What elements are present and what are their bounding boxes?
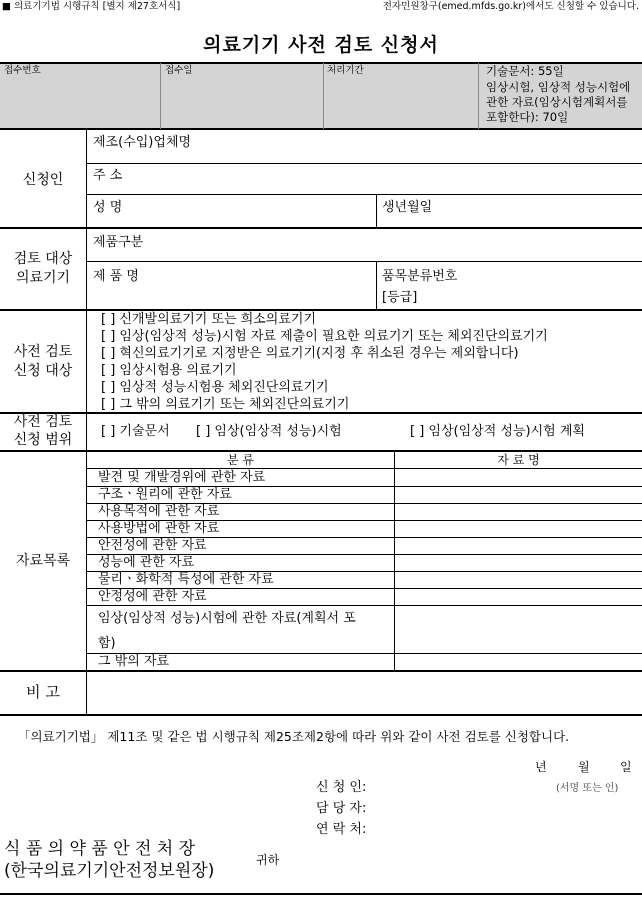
phone-field[interactable]	[380, 819, 620, 839]
law-reference: ■ 의료기기법 시행규칙 [별지 제27호서식]	[2, 1, 181, 12]
applicant-sign-field[interactable]	[380, 777, 550, 797]
day-label: 일	[620, 760, 632, 774]
documents-section-label: 자료목록	[15, 553, 71, 569]
product-name-field[interactable]	[87, 262, 375, 309]
company-name-field[interactable]	[87, 130, 642, 163]
classification-number-label: 품목분류번호	[382, 269, 458, 284]
birth-date-field[interactable]	[377, 195, 642, 227]
device-section-label-line2: 의료기기	[15, 270, 71, 286]
review-scope-label-line1: 사전 검토	[13, 414, 73, 430]
doc-row-structure: 구조ㆍ원리에 관한 자료	[98, 487, 232, 502]
target-option-clinical-trial[interactable]: [ ] 임상시험용 의료기기	[101, 363, 237, 378]
period-tech-doc: 기술문서: 55일	[486, 64, 564, 78]
product-category-field[interactable]	[87, 229, 642, 261]
period-clinical-3: 포함한다): 70일	[486, 110, 569, 124]
doc-row-other: 그 밖의 자료	[98, 654, 170, 669]
target-option-other[interactable]: [ ] 그 밖의 의료기기 또는 체외진단의료기기	[101, 397, 350, 412]
review-target-section-label	[0, 343, 86, 381]
scope-option-clinical[interactable]: [ ] 임상(임상적 성능)시험	[196, 424, 342, 439]
review-scope-section-label	[0, 413, 86, 449]
company-name-label: 제조(수입)업체명	[93, 135, 192, 150]
remarks-label: 비 고	[26, 683, 60, 701]
online-note: 전자민원창구(emed.mfds.go.kr)에서도 신청할 수 있습니다.	[382, 1, 639, 12]
grade-label: [등급]	[382, 290, 418, 305]
target-option-clinical-required[interactable]: [ ] 임상(임상적 성능)시험 자료 제출이 필요한 의료기기 또는 체외진단의료기기	[101, 329, 548, 344]
name-label: 성 명	[93, 200, 123, 215]
device-section-label	[0, 250, 86, 288]
review-target-label-line2: 신청 대상	[13, 363, 73, 379]
contact-person-field[interactable]	[380, 798, 620, 818]
doc-row-safety: 안전성에 관한 자료	[98, 538, 207, 553]
declaration-text: 「의료기기법」 제11조 및 같은 법 시행규칙 제25조제2항에 따라 위와 같이 사전 검토를 신청합니다.	[18, 729, 570, 744]
name-field[interactable]	[87, 195, 375, 227]
category-column-header: 분 류	[227, 453, 254, 467]
target-option-ivd-performance[interactable]: [ ] 임상적 성능시험용 체외진단의료기기	[101, 380, 329, 395]
doc-row-stability: 안정성에 관한 자료	[98, 589, 207, 604]
review-target-label-line1: 사전 검토	[13, 344, 73, 360]
address-field[interactable]	[87, 164, 642, 194]
device-section-label-line1: 검토 대상	[13, 251, 73, 267]
honorific: 귀하	[256, 853, 280, 867]
product-name-label: 제 품 명	[93, 269, 139, 284]
doc-row-physicochemical: 물리ㆍ화학적 특성에 관한 자료	[98, 572, 274, 587]
sign-note: (서명 또는 인)	[556, 783, 619, 794]
page-title: 의료기기 사전 검토 신청서	[203, 34, 439, 56]
doc-row-purpose: 사용목적에 관한 자료	[98, 504, 220, 519]
remarks-field[interactable]	[87, 672, 642, 714]
addressee-line1: 식 품 의 약 품 안 전 처 장	[4, 839, 196, 859]
doc-row-development: 발견 및 개발경위에 관한 자료	[98, 470, 266, 485]
review-scope-label-line2: 신청 범위	[13, 432, 73, 448]
period-clinical-1: 임상시험, 임상적 성능시험에	[486, 80, 631, 94]
applicant-section-label: 신청인	[22, 172, 64, 188]
applicant-sign-label: 신 청 인:	[316, 780, 367, 795]
scope-option-clinical-plan[interactable]: [ ] 임상(임상적 성능)시험 계획	[410, 424, 585, 439]
contact-person-label: 담 당 자:	[316, 801, 367, 816]
target-option-new-device[interactable]: [ ] 신개발의료기기 또는 희소의료기기	[101, 312, 317, 327]
receipt-date-label: 접수일	[165, 65, 193, 76]
doc-row-performance: 성능에 관한 자료	[98, 555, 195, 570]
phone-label: 연 락 처:	[316, 822, 367, 837]
target-option-innovative[interactable]: [ ] 혁신의료기기로 지정받은 의료기기(지정 후 취소된 경우는 제외합니다)	[101, 346, 519, 361]
scope-option-tech-doc[interactable]: [ ] 기술문서	[101, 424, 170, 439]
address-label: 주 소	[93, 168, 123, 183]
processing-period-label: 처리기간	[327, 65, 364, 76]
period-clinical-2: 관한 자료(임상시험계획서를	[486, 95, 628, 109]
doc-row-clinical-line1: 임상(임상적 성능)시험에 관한 자료(계획서 포	[98, 611, 356, 626]
month-label: 월	[578, 760, 590, 774]
product-category-label: 제품구분	[93, 235, 144, 250]
doc-row-clinical-line2: 함)	[98, 636, 116, 651]
receipt-number-label: 접수번호	[4, 65, 41, 76]
birth-date-label: 생년월일	[382, 200, 433, 215]
year-label: 년	[535, 760, 547, 774]
docname-column-header: 자 료 명	[497, 453, 540, 467]
addressee-line2: (한국의료기기안전정보원장)	[4, 861, 215, 881]
doc-row-usage: 사용방법에 관한 자료	[98, 521, 220, 536]
